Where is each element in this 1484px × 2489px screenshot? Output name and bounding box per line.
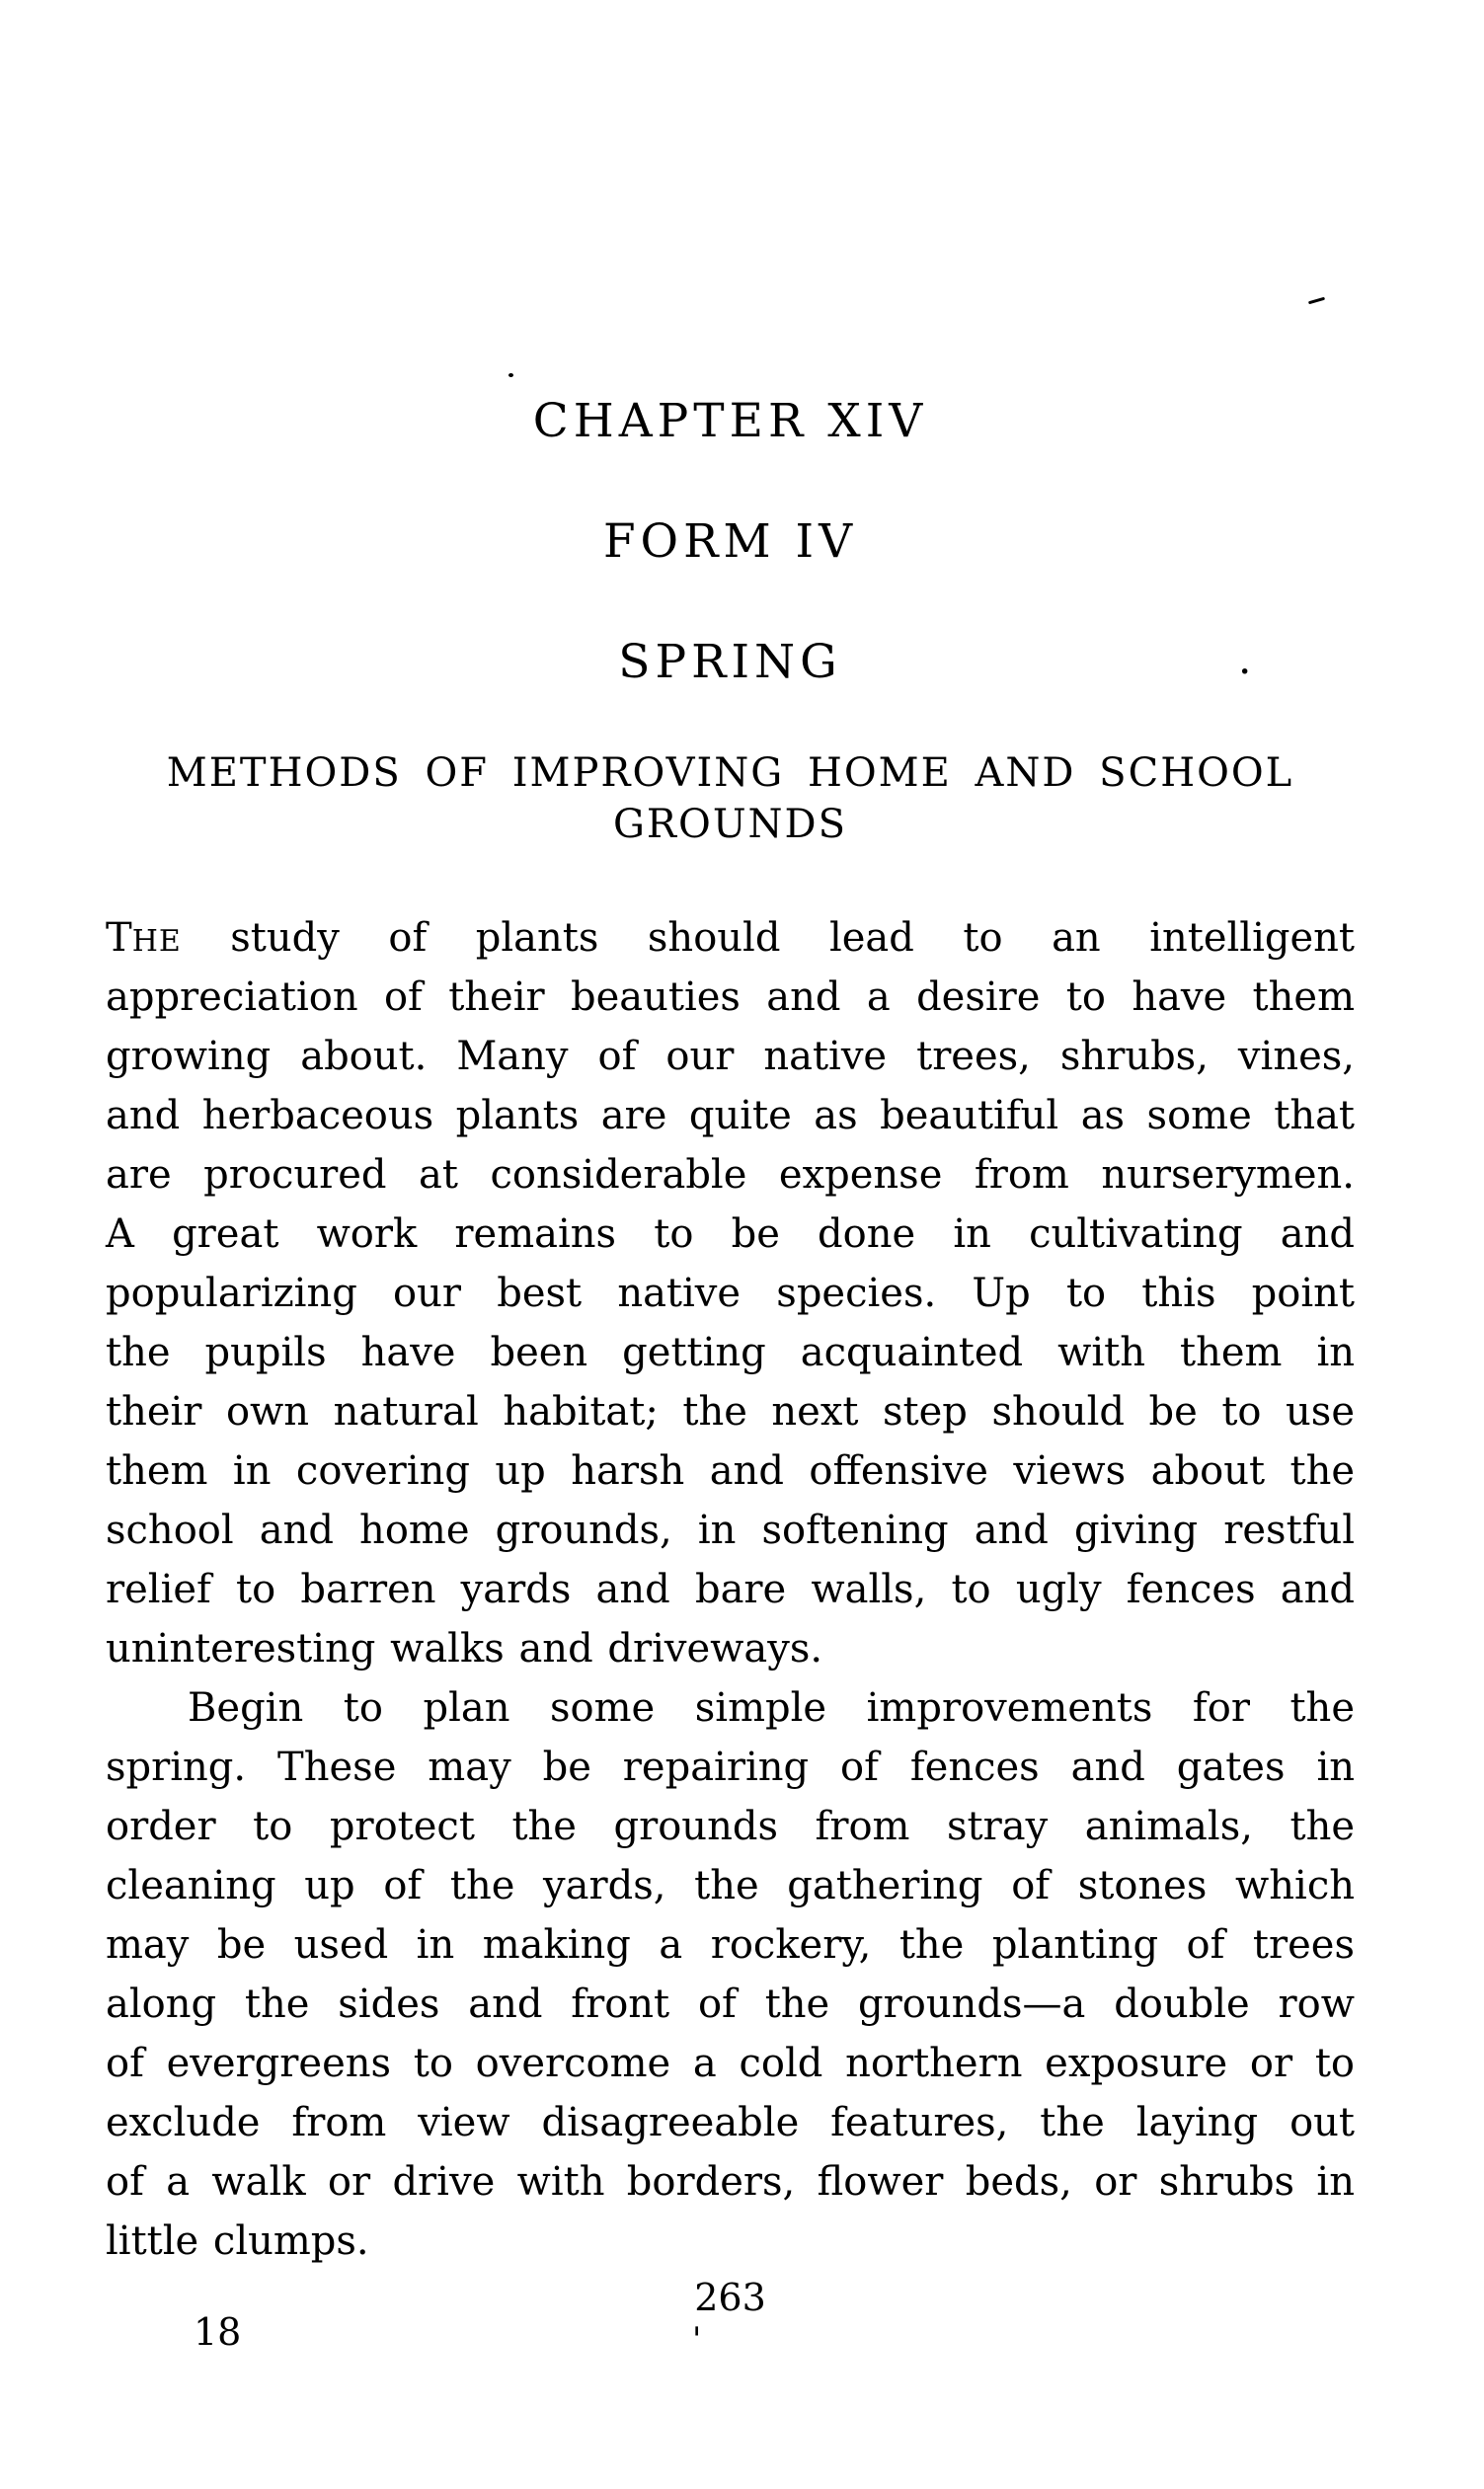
body-line: exclude from view disagreeable features, the laying out <box>106 2100 1355 2145</box>
section-heading <box>106 747 1355 850</box>
body-line: relief to barren yards and bare walls, to ugly fences and <box>106 1567 1355 1612</box>
paragraph-1 <box>106 908 1355 1678</box>
body-line: are procured at considerable expense from nurserymen. <box>106 1152 1355 1198</box>
body-line <box>106 908 1355 968</box>
body-line: order to protect the grounds from stray animals, the <box>106 1804 1355 1849</box>
body-line: A great work remains to be done in cultivating and <box>106 1211 1355 1257</box>
body-line: the pupils have been getting acquainted with them in <box>106 1330 1355 1375</box>
body-line: uninteresting walks and driveways. <box>106 1626 823 1672</box>
small-caps-lead: HE <box>131 924 182 959</box>
body-line: growing about. Many of our native trees, shrubs, vines, <box>106 1034 1355 1079</box>
scan-artifact-apostrophe: ' <box>692 2320 702 2360</box>
body-line: cleaning up of the yards, the gathering of stones which <box>106 1863 1355 1908</box>
scan-artifact-dot <box>508 373 513 377</box>
body-line: of evergreens to overcome a cold northern exposure or to <box>106 2041 1355 2086</box>
body-line: school and home grounds, in softening and giving restful <box>106 1508 1355 1553</box>
page-number: 263 <box>694 2276 766 2319</box>
scan-artifact-period: . <box>1238 635 1252 683</box>
body-text <box>106 908 1355 2271</box>
body-line: Begin to plan some simple improvements for the <box>188 1685 1355 1731</box>
drop-cap: T <box>106 915 132 961</box>
body-line: and herbaceous plants are quite as beautiful as some that <box>106 1093 1355 1138</box>
body-line-text: study of plants should lead to an intelligent <box>230 915 1356 961</box>
section-heading-line1: METHODS OF IMPROVING HOME AND SCHOOL <box>166 750 1294 796</box>
body-line: along the sides and front of the grounds—a double row <box>106 1982 1355 2027</box>
body-line: may be used in making a rockery, the planting of trees <box>106 1922 1355 1968</box>
paragraph-2 <box>106 1678 1355 2271</box>
body-line: them in covering up harsh and offensive views about the <box>106 1448 1355 1494</box>
form-heading: FORM IV <box>602 514 858 569</box>
body-line: their own natural habitat; the next step should be to use <box>106 1389 1355 1435</box>
season-heading: SPRING <box>618 635 842 689</box>
signature-mark: 18 <box>194 2310 242 2354</box>
body-line: appreciation of their beauties and a desire to have them <box>106 974 1355 1020</box>
section-heading-line2: GROUNDS <box>612 802 848 847</box>
body-line: spring. These may be repairing of fences and gates in <box>106 1745 1355 1790</box>
chapter-heading: CHAPTER XIV <box>532 394 928 448</box>
body-line: little clumps. <box>106 2218 369 2264</box>
body-line: popularizing our best native species. Up to this point <box>106 1271 1355 1316</box>
scan-artifact-stroke <box>1308 297 1325 305</box>
body-line: of a walk or drive with borders, flower beds, or shrubs in <box>106 2159 1355 2205</box>
